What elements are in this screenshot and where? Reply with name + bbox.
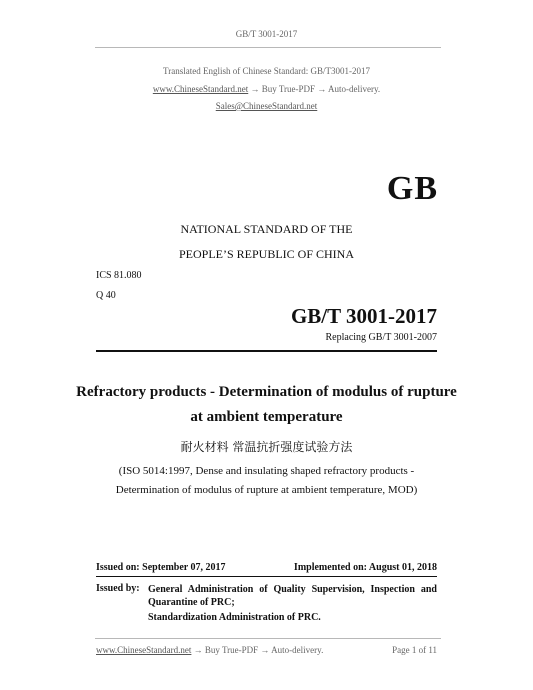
issued-by-line2: Standardization Administration of PRC.: [148, 612, 321, 623]
email-line: [0, 101, 533, 111]
issued-on: Issued on: September 07, 2017: [96, 562, 226, 573]
issued-by-line1: General Administration of Quality Supervision, Inspection and Quarantine of PRC;: [148, 584, 437, 608]
title-divider: [96, 350, 437, 352]
q-code: Q 40: [96, 290, 116, 301]
header-divider: [95, 47, 441, 48]
footer-site-link[interactable]: www.ChineseStandard.net: [96, 645, 192, 655]
ics-code: ICS 81.080: [96, 270, 142, 281]
title-line1: Refractory products - Determination of modulus of rupture: [76, 384, 457, 400]
standard-number: GB/T 3001-2017: [290, 304, 437, 328]
national-standard-line1: NATIONAL STANDARD OF THE: [180, 222, 353, 236]
site-link[interactable]: www.ChineseStandard.net: [152, 84, 249, 94]
translation-notice: Translated English of Chinese Standard: GB/T3001-2017: [163, 66, 370, 76]
purchase-line: [0, 84, 533, 94]
national-standard-line2: PEOPLE’S REPUBLIC OF CHINA: [178, 247, 355, 261]
email-link[interactable]: Sales@ChineseStandard.net: [215, 101, 318, 111]
footer-purchase-suffix: → Buy True-PDF → Auto-delivery.: [191, 645, 324, 655]
iso-reference-line1: (ISO 5014:1997, Dense and insulating shaped refractory products -: [118, 465, 415, 477]
dates-divider: [96, 576, 437, 577]
purchase-suffix: → Buy True-PDF → Auto-delivery.: [248, 84, 381, 94]
title-line2: at ambient temperature: [190, 409, 343, 425]
replacing-note: Replacing GB/T 3001-2007: [325, 332, 437, 343]
chinese-title: 耐火材料 常温抗折强度试验方法: [180, 440, 353, 454]
implemented-on: Implemented on: August 01, 2018: [293, 562, 437, 573]
page-number: Page 1 of 11: [392, 645, 437, 655]
iso-reference-line2: Determination of modulus of rupture at ambient temperature, MOD): [115, 484, 418, 496]
footer-purchase-line: [96, 645, 323, 655]
footer-divider: [95, 638, 441, 639]
running-header: GB/T 3001-2017: [235, 29, 298, 39]
gb-mark: GB: [386, 170, 438, 207]
issued-by-label: Issued by:: [96, 583, 140, 594]
